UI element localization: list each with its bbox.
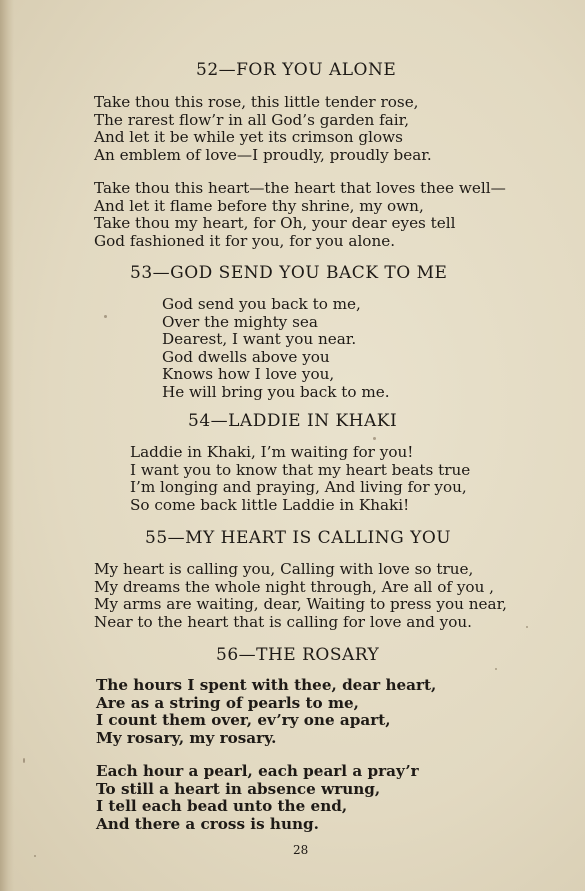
verse-line: Laddie in Khaki, I’m waiting for you! [130,443,414,461]
page-spine-shadow [0,0,14,891]
verse-line: An emblem of love—I proudly, proudly bear. [94,145,432,164]
paper-speck [526,626,528,628]
song-stanza [130,444,470,514]
verse-line: I’m longing and praying, And living for you, [130,478,467,497]
song-stanza [94,94,432,164]
song-title: 56—THE ROSARY [216,645,380,665]
page-number: 28 [293,843,309,857]
verse-line: God send you back to me, [162,295,361,313]
verse-line: He will bring you back to me. [162,382,390,401]
verse-line: Near to the heart that is calling for love and you. [94,612,472,631]
verse-line: So come back little Laddie in Khaki! [130,495,410,514]
verse-line: To still a heart in absence wrung, [96,779,381,798]
paper-speck [104,315,107,318]
verse-line: Take thou my heart, for Oh, your dear eyes tell [94,214,456,233]
paper-speck [495,668,497,670]
verse-line: And let it be while yet its crimson glows [94,128,403,147]
verse-line: My heart is calling you, Calling with love so true, [94,560,474,578]
verse-line: Take thou this heart—the heart that loves thee well— [94,179,506,197]
song-title: 53—GOD SEND YOU BACK TO ME [130,263,448,283]
song-stanza [94,561,507,631]
song-title: 55—MY HEART IS CALLING YOU [145,528,452,548]
song-stanza [96,763,419,833]
verse-line: My arms are waiting, dear, Waiting to press you near, [94,595,507,614]
song-title: 52—FOR YOU ALONE [196,60,397,80]
verse-line: My rosary, my rosary. [96,728,277,747]
verse-line: My dreams the whole night through, Are all of you , [94,577,494,596]
verse-line: Over the mighty sea [162,312,318,331]
verse-line: Are as a string of pearls to me, [96,693,359,712]
verse-line: God fashioned it for you, for you alone. [94,231,396,250]
paper-speck [373,437,376,440]
verse-line: The rarest flow’r in all God’s garden fair, [94,110,410,129]
song-stanza [96,677,436,747]
verse-line: And let it flame before thy shrine, my own, [94,196,424,215]
verse-line: Knows how I love you, [162,365,335,384]
verse-line: And there a cross is hung. [96,814,319,833]
verse-line: The hours I spent with thee, dear heart, [96,676,437,694]
song-stanza [162,296,390,402]
verse-line: I want you to know that my heart beats true [130,460,471,479]
verse-line: God dwells above you [162,347,330,366]
verse-line: Each hour a pearl, each pearl a pray’r [96,762,419,780]
paper-speck [23,758,25,763]
verse-line: I tell each bead unto the end, [96,797,348,816]
paper-speck [34,855,36,857]
verse-line: Take thou this rose, this little tender rose, [94,93,419,111]
verse-line: Dearest, I want you near. [162,330,357,349]
verse-line: I count them over, ev’ry one apart, [96,711,391,730]
song-title: 54—LADDIE IN KHAKI [188,411,398,431]
song-stanza [94,180,506,250]
